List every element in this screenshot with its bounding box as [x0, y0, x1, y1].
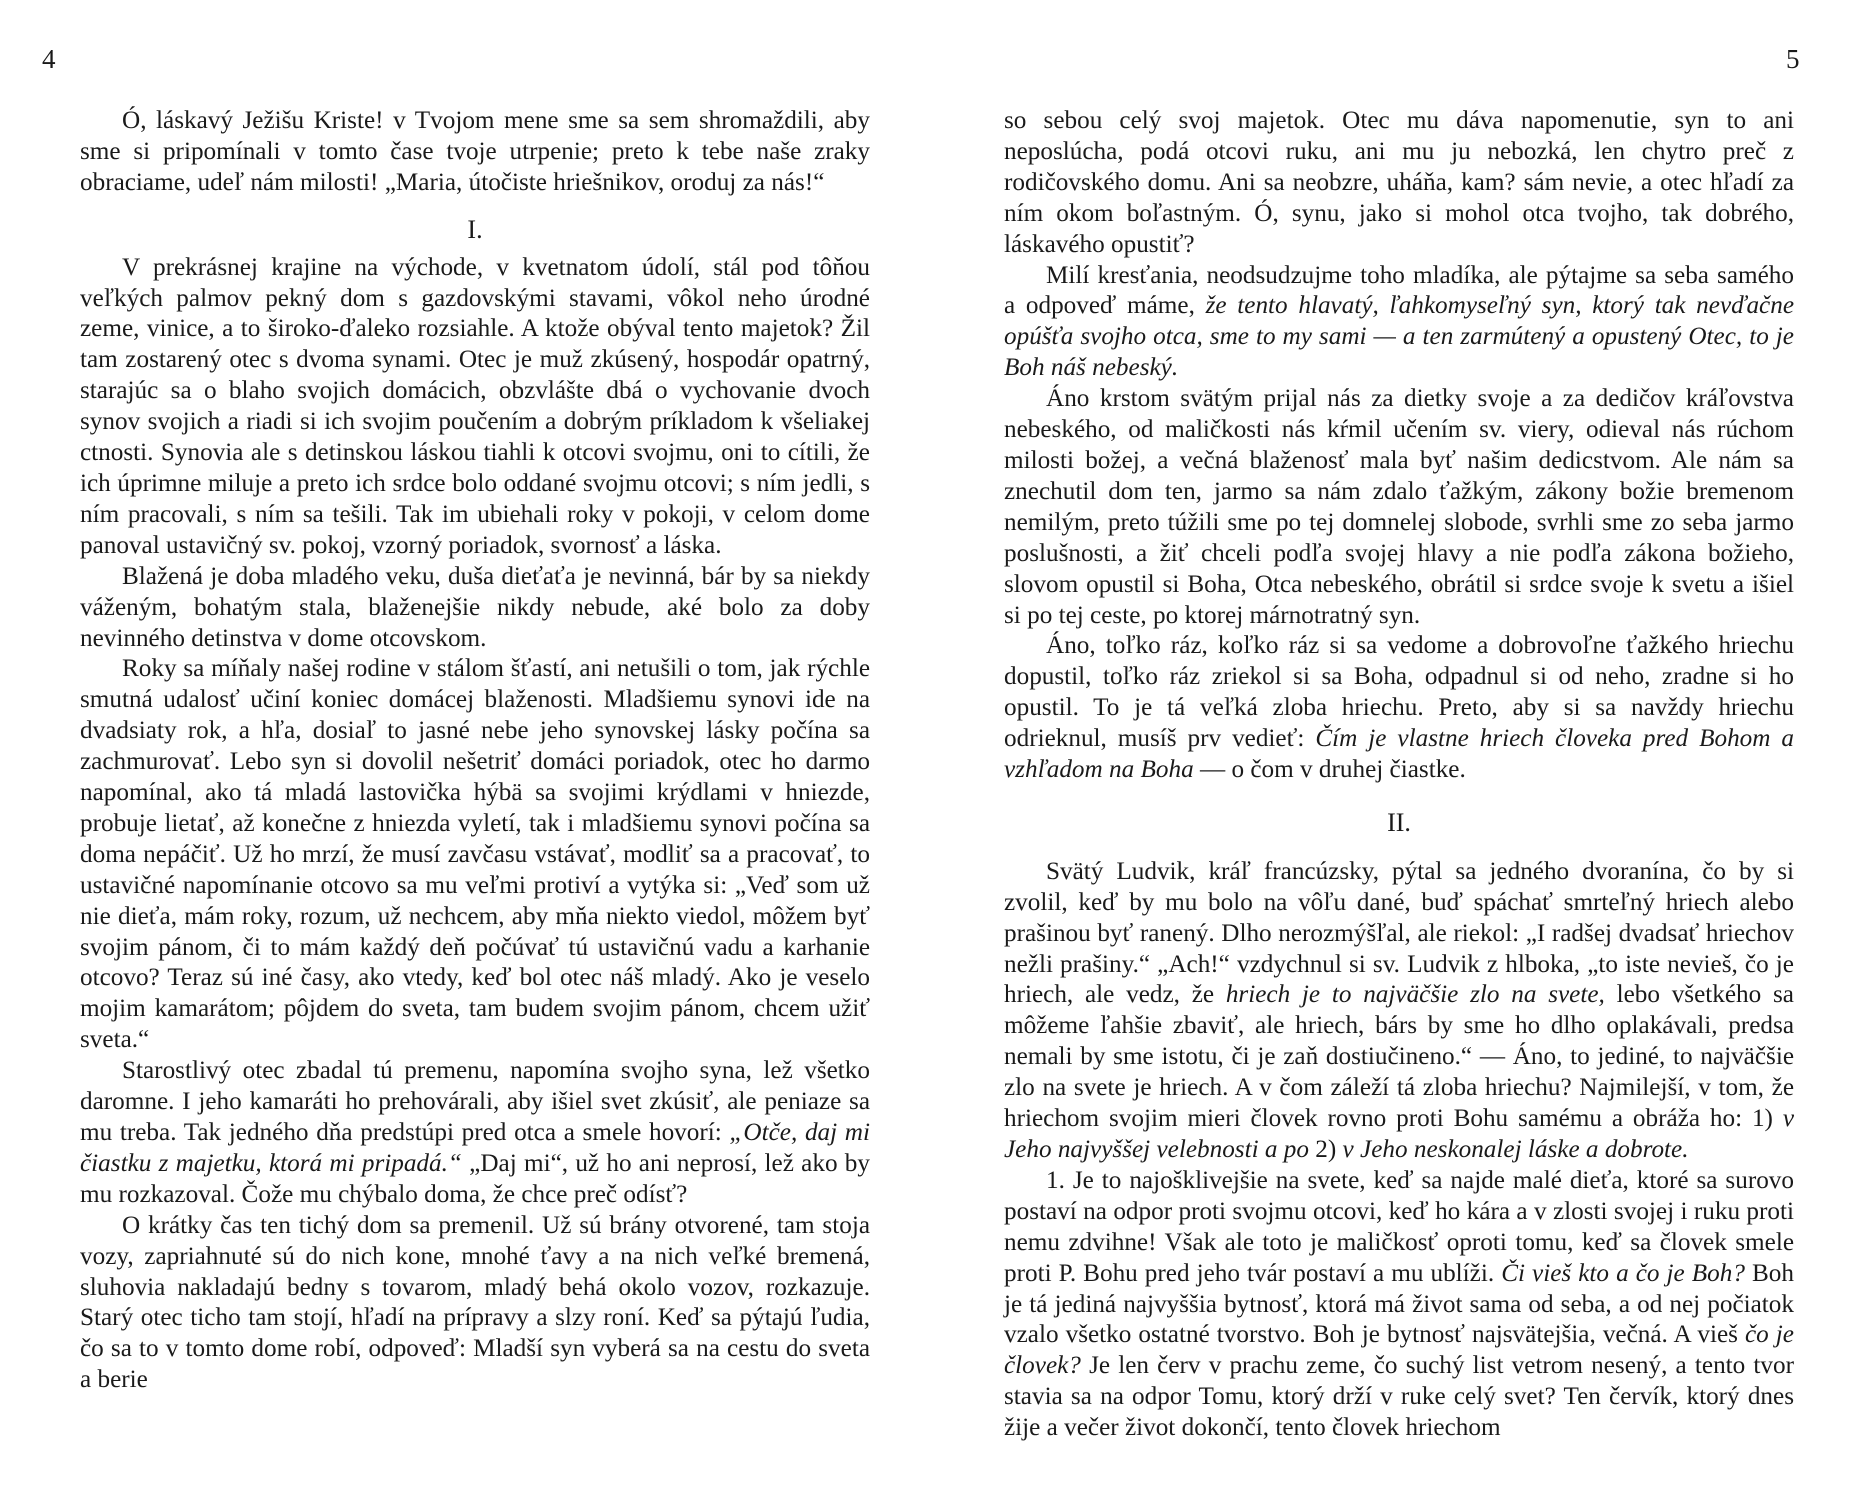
section-heading-two: II.: [1387, 807, 1411, 837]
left-page-column: [80, 106, 870, 1396]
left-paragraph-3: Roky sa míňaly našej rodine v stálom šťastí, ani netušili o tom, jak rýchle smutná udalosť učiní koniec domácej blaženosti. Mladšiemu synovi ide na dvadsiaty rok, a hľa, dosiaľ to jasné nebe jeho synovskej lásky počína sa zachmurovať. Lebo syn si dovolil nešetriť domáci poriadok, otec ho darmo napomínal, ako tá mladá lastovička hýbä sa svojimi krýdlami v hniezde, probuje lietať, až konečne z hniezda vyletí, tak i mladšiemu synovi počína sa doma nepáčiť. Už ho mrzí, že musí zavčasu vstávať, modliť sa a pracovať, to ustavičné napomínanie otcovo sa mu veľmi protiví a vytýka si: „Veď som už nie dieťa, mám roky, rozum, už nechcem, aby mňa niekto viedol, môžem byť svojim pánom, či to mám každý deň počúvať tú ustavičnú vadu a karhanie otcovo? Teraz sú iné časy, ako vtedy, keď bol otec náš mladý. Ako je veselo mojim kamarátom; pôjdem do sveta, tam budem svojim pánom, chcem užiť sveta.“: [80, 655, 870, 1054]
right-page-column: [1004, 106, 1794, 1444]
left-paragraph-2: Blažená je doba mladého veku, duša dieťaťa je nevinná, bár by sa niekdy váženým, bohatým stala, blaženejšie nikdy nebude, aké bolo za doby nevinného detinstva v dome otcovskom.: [80, 562, 870, 652]
left-paragraph-1: V prekrásnej krajine na východe, v kvetnatom údolí, stál pod tôňou veľkých palmov pekný dom s gazdovskými stavami, vôkol neho úrodné zeme, vinice, a to široko-ďaleko rozsiahle. A ktože obýval tento majetok? Žil tam zostarený otec s dvoma synami. Otec je muž zkúsený, hospodár opatrný, starajúc sa o blaho svojich domácich, obzvlášte dbá o vychovanie dvoch synov svojich a riadi si ich svojim poučením a dobrým príkladom k všeliakej ctnosti. Synovia ale s detinskou láskou tiahli k otcovi svojmu, oni to cítili, že ich úprimne miluje a preto ich srdce bolo oddané svojmu otcovi; s ním jedli, s ním pracovali, s ním sa tešili. Tak im ubiehali roky v pokoji, v celom dome panoval ustavičný sv. pokoj, vzorný poriadok, svornosť a láska.: [80, 253, 870, 559]
right-paragraph-continuation: so sebou celý svoj majetok. Otec mu dáva napomenutie, syn to ani neposlúcha, podá otcovi ruku, ani mu ju nebozká, len chytro preč z rodičovského domu. Ani sa neobzre, uháňa, kam? sám nevie, a otec hľadí za ním okom boľastným. Ó, synu, jako si mohol otca tvojho, tak dobrého, láskavého opustiť?: [1004, 107, 1794, 258]
left-paragraph-5: O krátky čas ten tichý dom sa premenil. Už sú brány otvorené, tam stoja vozy, zapriahnuté sú do nich kone, mnohé ťavy a na nich veľké bremená, sluhovia nakladajú bedny s tovarom, mladý behá okolo vozov, rozkazuje. Starý otec ticho tam stojí, hľadí na prípravy a slzy roní. Keď sa pýtajú ľudia, čo sa to v tomto dome robí, odpoveď: Mladší syn vyberá sa na cestu do sveta a berie: [80, 1211, 870, 1394]
right-paragraph-6: 1. Je to najošklivejšie na svete, keď sa najde malé dieťa, ktoré sa surovo postaví na odpor proti svojmu otcovi, keď ho kára a v zlosti svojej i ruku proti nemu zdvihne! Však ale toto je maličkosť oproti tomu, keď sa človek smele proti P. Bohu pred jeho tvár postaví a mu ublíži. Či vieš kto a čo je Boh? Boh je tá jediná najvyššia bytnosť, ktorá má život sama od seba, a od nej počiatok vzalo všetko ostatné tvorstvo. Boh je bytnosť najsvätejšia, večná. A vieš čo je človek? Je len červ v prachu zeme, čo suchý list vetrom nesený, a tento tvor stavia sa na odpor Tomu, ktorý drží v ruke celý svet? Ten červík, ktorý dnes žije a večer život dokončí, tento človek hriechom: [1004, 1166, 1794, 1442]
right-paragraph-3: Áno krstom svätým prijal nás za dietky svoje a za dedičov kráľovstva nebeského, od maličkosti nás kŕmil učením sv. viery, odieval nás rúchom milosti božej, a večná blaženosť mala byť našim dedicstvom. Ale nám sa znechutil dom ten, jarmo sa nám zdalo ťažkým, zákony božie bremenom nemilým, preto túžili sme po tej domnelej slobode, svrhli sme zo seba jarmo poslušnosti, a žiť chceli podľa svojej hlavy a nie podľa zákona božieho, slovom opustil si Boha, Otca nebeského, obrátil si srdce svoje k svetu a išiel si po tej ceste, po ktorej márnotratný syn.: [1004, 385, 1794, 629]
right-paragraph-4: Áno, toľko ráz, koľko ráz si sa vedome a dobrovoľne ťažkého hriechu dopustil, toľko ráz zriekol si sa Boha, odpadnul si od neho, zradne si ho opustil. To je tá veľká zloba hriechu. Preto, aby si sa navždy hriechu odrieknul, musíš prv vedieť: Čím je vlastne hriech človeka pred Bohom a vzhľadom na Boha — o čom v druhej čiastke.: [1004, 632, 1794, 784]
right-paragraph-2: Milí kresťania, neodsudzujme toho mladíka, ale pýtajme sa seba samého a odpoveď máme, že tento hlavatý, ľahkomyseľný syn, ktorý tak nevďačne opúšťa svojho otca, sme to my sami — a ten zarmútený a opustený Otec, to je Boh náš nebeský.: [1004, 261, 1794, 382]
page-number-right: 5: [1786, 44, 1800, 74]
left-paragraph-4: Starostlivý otec zbadal tú premenu, napomína svojho syna, lež všetko daromne. I jeho kamaráti ho prehovárali, aby išiel svet zkúsiť, ale peniaze sa mu treba. Tak jedného dňa predstúpi pred otca a smele hovorí: „Otče, daj mi čiastku z majetku, ktorá mi pripadá.“ „Daj mi“, už ho ani neprosí, lež ako by mu rozkazoval. Čože mu chýbalo doma, že chce preč odísť?: [80, 1057, 870, 1208]
page-number-left: 4: [42, 44, 56, 74]
section-heading-one: I.: [467, 214, 483, 244]
opening-prayer: Ó, láskavý Ježišu Kriste! v Tvojom mene sme sa sem shromaždili, aby sme si pripomínali v tomto čase tvoje utrpenie; preto k tebe naše zraky obraciame, udeľ nám milosti! „Maria, útočiste hriešnikov, oroduj za nás!“: [80, 107, 870, 196]
right-paragraph-5: Svätý Ludvik, kráľ francúzsky, pýtal sa jedného dvoranína, čo by si zvolil, keď by mu bolo na vôľu dané, buď spáchať smrteľný hriech alebo prašinou byť ranený. Dlho nerozmýšľal, ale riekol: „I radšej dvadsať hriechov nežli prašiny.“ „Ach!“ vzdychnul si sv. Ludvik z hlboka, „to iste nevieš, čo je hriech, ale vedz, že hriech je to najväčšie zlo na svete, lebo všetkého sa môžeme ľahšie zbaviť, ale hriech, bárs by sme ho dlho oplakávali, predsa nemali by sme istotu, či je zaň dostiučineno.“ — Áno, to jediné, to najväčšie zlo na svete je hriech. A v čom záleží tá zloba hriechu? Najmilejší, v tom, že hriechom svojim mieri človek rovno proti Bohu samému a obráža ho: 1) v Jeho najvyššej velebnosti a po 2) v Jeho neskonalej láske a dobrote.: [1004, 857, 1794, 1163]
